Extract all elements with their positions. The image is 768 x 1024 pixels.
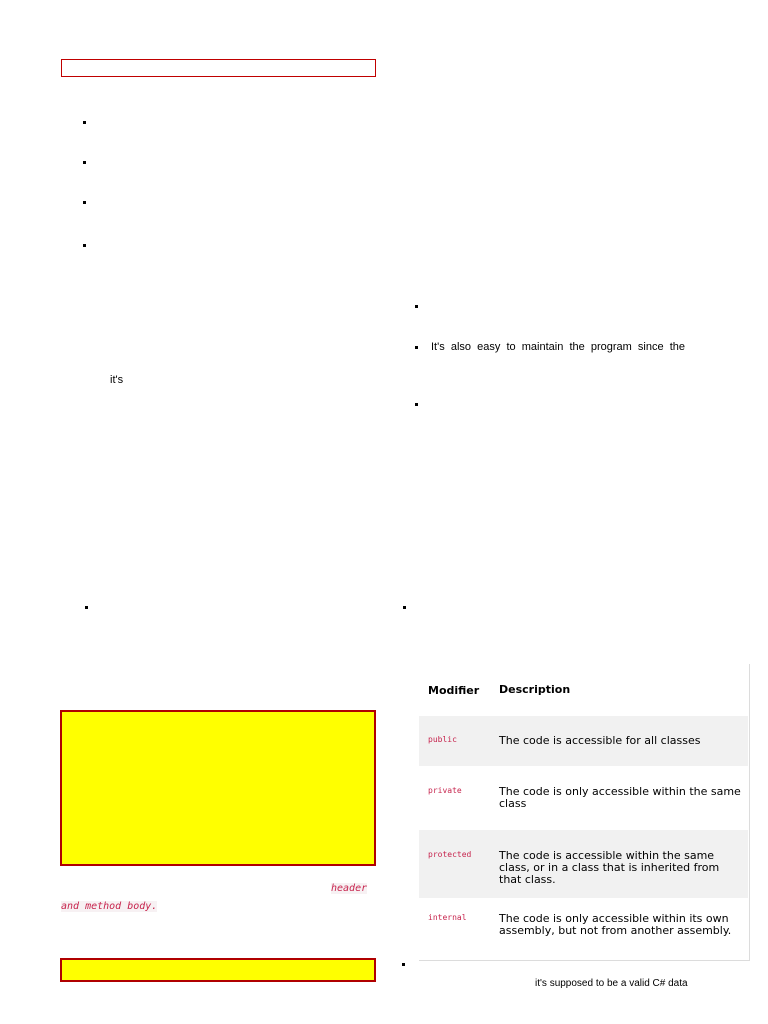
modifier-cell: protected [428,850,472,859]
heading-box [61,59,376,77]
right-bullet-4 [403,606,406,609]
right-bullet-5 [402,963,405,966]
bullet-2 [83,161,86,164]
modifier-table [419,664,750,961]
description-cell: The code is accessible within the same class, or in a class that is inherited from that class. [499,849,720,886]
code-note-body: and method body. [61,901,158,912]
bullet-1 [83,121,86,124]
right-bullet-3 [415,403,418,406]
header-modifier: Modifier [428,684,480,697]
maintain-text: It's also easy to maintain the program since the [431,341,685,353]
table-header-row [419,664,748,716]
description-cell: The code is only accessible within its own assembly, but not from another assembly. [499,912,732,937]
table-row [419,898,748,960]
bullet-5 [85,606,88,609]
code-note-header: header [331,883,368,894]
header-description: Description [499,683,571,696]
table-row [419,766,748,830]
bullet-4 [83,244,86,247]
description-cell: The code is accessible for all classes [499,734,701,747]
table-row [419,830,748,898]
its-text: it's [110,374,124,386]
bottom-text: it's supposed to be a valid C# data [535,978,688,989]
highlight-box-small [60,958,376,982]
modifier-cell: internal [428,913,467,922]
right-bullet-2 [415,346,418,349]
bullet-3 [83,201,86,204]
description-cell: The code is only accessible within the same class [499,785,741,810]
modifier-cell: public [428,735,457,744]
table-row [419,716,748,766]
highlight-box-large [60,710,376,866]
modifier-cell: private [428,786,462,795]
right-bullet-1 [415,305,418,308]
